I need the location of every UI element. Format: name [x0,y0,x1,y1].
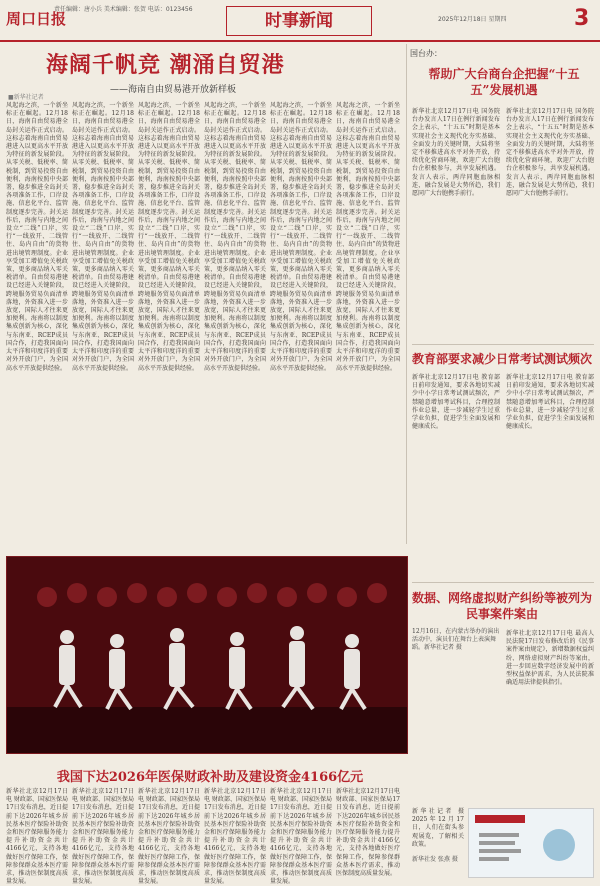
section-title: 时事新闻 [226,6,372,36]
infographic-panel [468,808,594,878]
right-top-col-1: 新华社北京12月17日电 国务院台办发言人17日在例行新闻发布会上表示，“十五五”时期是基本实现社会主义现代化夯实基础、全面发力的关键时期，大陆将坚定不移推进高水平对外开放，持续优化营商环境，欢迎广大台胞台企积极参与，共享发展机遇。发言人表示，两岸同胞血脉相连，融合发展是大势所趋，我们愿同广大台胞携手前行。 [412,108,500,198]
lead-col-4: 风起海之滨，一个新坐标正在崛起。12月18日，海南自由贸易港全岛封关运作正式启动。这标志着海南自由贸易港进入以更高水平开放为特征的新发展阶段。从零关税、低税率、简税制，到贸易投资自由便利，海南按照中央部署，稳步推进全岛封关各项准备工作，口岸设施、信息化平台、监管制度逐步完善。封关运作后，海南与内地之间设立“二线”口岸，实行“一线放开、二线管住、岛内自由”的货物进出境管理制度。企业享受加工增值免关税政策，更多商品纳入零关税清单。自由贸易港建设已经进入关键阶段，跨境服务贸易负面清单落地，外资准入进一步放宽，国际人才往来更加便利。海南将以制度集成创新为核心，深化与东南亚、RCEP成员国合作，打造我国面向太平洋和印度洋的重要对外开放门户，为全国高水平开放提供经验。 [204,102,266,372]
bottom-col-5: 新华社北京12月17日电 财政部、国家医保局17日发布消息，近日提前下达2026年城乡居民基本医疗保险补助资金和医疗保障服务能力提升补助资金共计4166亿元，支持各地做好医疗保障工作，保障参保群众基本医疗需求，推动医保制度高质量发展。 [270,788,332,886]
newspaper-logo: 周口日报 [6,10,67,28]
infographic-illustration [469,809,593,877]
issue-date: 2025年12月18日 星期四 [438,16,507,23]
rule [412,582,594,583]
page-number: 3 [574,6,590,31]
column-divider [406,44,407,544]
right-top-headline: 帮助广大台商台企把握“十五五”发展机遇 [428,67,580,97]
bottom-col-1: 新华社北京12月17日电 财政部、国家医保局17日发布消息，近日提前下达2026年城乡居民基本医疗保险补助资金和医疗保障服务能力提升补助资金共计4166亿元，支持各地做好医疗保障工作，保障参保群众基本医疗需求，推动医保制度高质量发展。 [6,788,68,886]
bottom-col-2: 新华社北京12月17日电 财政部、国家医保局17日发布消息，近日提前下达2026年城乡居民基本医疗保险补助资金和医疗保障服务能力提升补助资金共计4166亿元，支持各地做好医疗保障工作，保障参保群众基本医疗需求，推动医保制度高质量发展。 [72,788,134,886]
photo-caption: 12月16日，在内蒙古举办的演出活动中，演员们在舞台上表演舞蹈。新华社记者 摄 [412,628,500,651]
bottom-col-3: 新华社北京12月17日电 财政部、国家医保局17日发布消息，近日提前下达2026年城乡居民基本医疗保险补助资金和医疗保障服务能力提升补助资金共计4166亿元，支持各地做好医疗保障工作，保障参保群众基本医疗需求，推动医保制度高质量发展。 [138,788,200,886]
lead-subtitle: ——海南自由贸易港开放新样板 [110,85,237,95]
right-top-kicker: 国台办： [410,49,442,58]
right-mid-headline: 教育部要求减少日常考试测试频次 [412,352,593,366]
lead-byline: ■新华社记者 [8,94,44,101]
right-top-col-2: 新华社北京12月17日电 国务院台办发言人17日在例行新闻发布会上表示，“十五五”时期是基本实现社会主义现代化夯实基础、全面发力的关键时期，大陆将坚定不移推进高水平对外开放，持续优化营商环境，欢迎广大台胞台企积极参与，共享发展机遇。发言人表示，两岸同胞血脉相连，融合发展是大势所趋，我们愿同广大台胞携手前行。 [506,108,594,198]
masthead-info: 责任编辑：唐小兵 美术编辑：张贺 电话：0123456 [54,6,193,13]
right-mid-col-1: 新华社北京12月17日电 教育部日前印发通知，要求各地切实减少中小学日常考试测试频次，严禁随意增加考试科目，合理控制作业总量，进一步减轻学生过重学业负担，促进学生全面发展和健康成长。 [412,374,500,431]
right-bottom-col: 新华社北京12月17日电 最高人民法院17日发布修改后的《民事案件案由规定》，新增数据权益纠纷、网络虚拟财产纠纷等案由，进一步回应数字经济发展中的新型权益保护需求，为人民法院准确适用法律提供指引。 [506,630,594,687]
right-mid-col-2: 新华社北京12月17日电 教育部日前印发通知，要求各地切实减少中小学日常考试测试频次，严禁随意增加考试科目，合理控制作业总量，进一步减轻学生过重学业负担，促进学生全面发展和健康成长。 [506,374,594,431]
lead-headline: 海阔千帆竞 潮涌自贸港 [46,53,285,78]
lead-col-1: 风起海之滨，一个新坐标正在崛起。12月18日，海南自由贸易港全岛封关运作正式启动。这标志着海南自由贸易港进入以更高水平开放为特征的新发展阶段。从零关税、低税率、简税制，到贸易投资自由便利，海南按照中央部署，稳步推进全岛封关各项准备工作，口岸设施、信息化平台、监管制度逐步完善。封关运作后，海南与内地之间设立“二线”口岸，实行“一线放开、二线管住、岛内自由”的货物进出境管理制度。企业享受加工增值免关税政策，更多商品纳入零关税清单。自由贸易港建设已经进入关键阶段，跨境服务贸易负面清单落地，外资准入进一步放宽，国际人才往来更加便利。海南将以制度集成创新为核心，深化与东南亚、RCEP成员国合作，打造我国面向太平洋和印度洋的重要对外开放门户，为全国高水平开放提供经验。 [6,102,68,372]
lead-col-5: 风起海之滨，一个新坐标正在崛起。12月18日，海南自由贸易港全岛封关运作正式启动。这标志着海南自由贸易港进入以更高水平开放为特征的新发展阶段。从零关税、低税率、简税制，到贸易投资自由便利，海南按照中央部署，稳步推进全岛封关各项准备工作，口岸设施、信息化平台、监管制度逐步完善。封关运作后，海南与内地之间设立“二线”口岸，实行“一线放开、二线管住、岛内自由”的货物进出境管理制度。企业享受加工增值免关税政策，更多商品纳入零关税清单。自由贸易港建设已经进入关键阶段，跨境服务贸易负面清单落地，外资准入进一步放宽，国际人才往来更加便利。海南将以制度集成创新为核心，深化与东南亚、RCEP成员国合作，打造我国面向太平洋和印度洋的重要对外开放门户，为全国高水平开放提供经验。 [270,102,332,372]
right-bottom-headline: 数据、网络虚拟财产纠纷等被列为民事案件案由 [412,591,593,621]
footer-credit: 新华社发 张燕 摄 [412,856,458,863]
bottom-right-text: 新华社记者 摄 2025年12月17日，人们在街头参观展览，了解相关政策。 [412,808,464,848]
bottom-headline: 我国下达2026年医保财政补助及建设资金4166亿元 [56,770,364,785]
bottom-col-6: 新华社北京12月17日电 财政部、国家医保局17日发布消息，近日提前下达2026年城乡居民基本医疗保险补助资金和医疗保障服务能力提升补助资金共计4166亿元，支持各地做好医疗保障工作，保障参保群众基本医疗需求，推动医保制度高质量发展。 [336,788,400,878]
stage-performance-photo [6,556,408,754]
lead-col-3: 风起海之滨，一个新坐标正在崛起。12月18日，海南自由贸易港全岛封关运作正式启动。这标志着海南自由贸易港进入以更高水平开放为特征的新发展阶段。从零关税、低税率、简税制，到贸易投资自由便利，海南按照中央部署，稳步推进全岛封关各项准备工作，口岸设施、信息化平台、监管制度逐步完善。封关运作后，海南与内地之间设立“二线”口岸，实行“一线放开、二线管住、岛内自由”的货物进出境管理制度。企业享受加工增值免关税政策，更多商品纳入零关税清单。自由贸易港建设已经进入关键阶段，跨境服务贸易负面清单落地，外资准入进一步放宽，国际人才往来更加便利。海南将以制度集成创新为核心，深化与东南亚、RCEP成员国合作，打造我国面向太平洋和印度洋的重要对外开放门户，为全国高水平开放提供经验。 [138,102,200,372]
performance-illustration [7,557,407,753]
masthead [0,0,600,42]
lead-col-2: 风起海之滨，一个新坐标正在崛起。12月18日，海南自由贸易港全岛封关运作正式启动。这标志着海南自由贸易港进入以更高水平开放为特征的新发展阶段。从零关税、低税率、简税制，到贸易投资自由便利，海南按照中央部署，稳步推进全岛封关各项准备工作，口岸设施、信息化平台、监管制度逐步完善。封关运作后，海南与内地之间设立“二线”口岸，实行“一线放开、二线管住、岛内自由”的货物进出境管理制度。企业享受加工增值免关税政策，更多商品纳入零关税清单。自由贸易港建设已经进入关键阶段，跨境服务贸易负面清单落地，外资准入进一步放宽，国际人才往来更加便利。海南将以制度集成创新为核心，深化与东南亚、RCEP成员国合作，打造我国面向太平洋和印度洋的重要对外开放门户，为全国高水平开放提供经验。 [72,102,134,372]
bottom-col-4: 新华社北京12月17日电 财政部、国家医保局17日发布消息，近日提前下达2026年城乡居民基本医疗保险补助资金和医疗保障服务能力提升补助资金共计4166亿元，支持各地做好医疗保障工作，保障参保群众基本医疗需求，推动医保制度高质量发展。 [204,788,266,886]
lead-col-6: 风起海之滨，一个新坐标正在崛起。12月18日，海南自由贸易港全岛封关运作正式启动。这标志着海南自由贸易港进入以更高水平开放为特征的新发展阶段。从零关税、低税率、简税制，到贸易投资自由便利，海南按照中央部署，稳步推进全岛封关各项准备工作，口岸设施、信息化平台、监管制度逐步完善。封关运作后，海南与内地之间设立“二线”口岸，实行“一线放开、二线管住、岛内自由”的货物进出境管理制度。企业享受加工增值免关税政策，更多商品纳入零关税清单。自由贸易港建设已经进入关键阶段，跨境服务贸易负面清单落地，外资准入进一步放宽，国际人才往来更加便利。海南将以制度集成创新为核心，深化与东南亚、RCEP成员国合作，打造我国面向太平洋和印度洋的重要对外开放门户，为全国高水平开放提供经验。 [336,102,400,372]
rule [412,344,594,345]
